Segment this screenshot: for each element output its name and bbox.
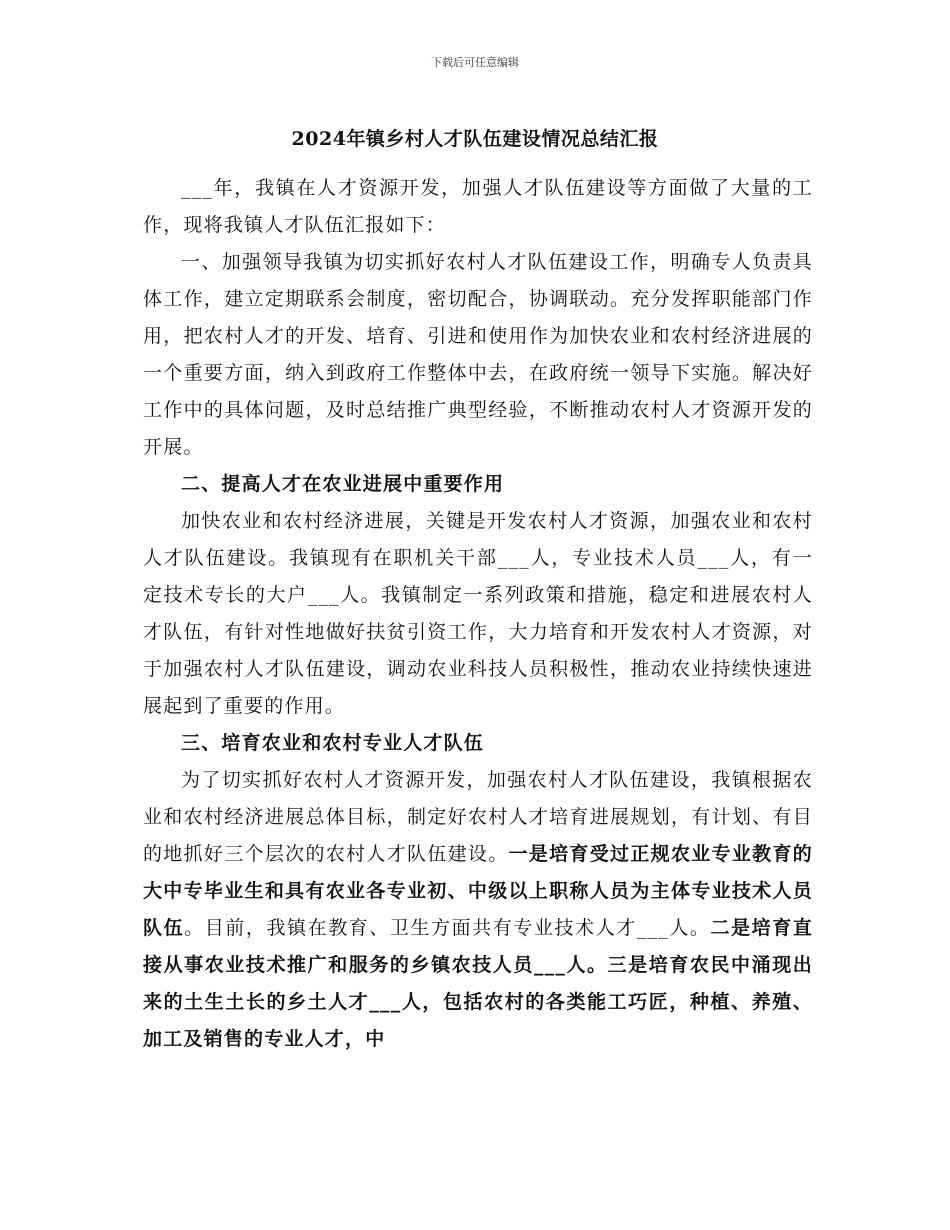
section-heading-3: 三、培育农业和农村专业人才队伍 (181, 732, 485, 754)
paragraph-section-1: 一、加强领导我镇为切实抓好农村人才队伍建设工作，明确专人负责具体工作，建立定期联系会制度，密切配合，协调联动。充分发挥职能部门作用，把农村人才的开发、培育、引进和使用作为加快农业和农村经济进展的一个重要方面，纳入到政府工作整体中去，在政府统一领导下实施。解决好工作中的具体问题，及时总结推广典型经验，不断推动农村人才资源开发的开展。 (143, 251, 813, 458)
document-title: 2024年镇乡村人才队伍建设情况总结汇报 (291, 128, 659, 150)
section-heading-2: 二、提高人才在农业进展中重要作用 (181, 473, 505, 495)
paragraph-section-3-part-b: 一是培育受过正规农业专业教育的大中专毕业生和具有农业各专业初、中级以上职称人员为主体专业技术人员队伍 (143, 843, 813, 939)
paragraph-section-2: 加快农业和农村经济进展，关键是开发农村人才资源，加强农业和农村人才队伍建设。我镇现有在职机关干部___人，专业技术人员___人，有一定技术专长的大户___人。我镇制定一系列政策和措施，稳定和进展农村人才队伍，有针对性地做好扶贫引资工作，大力培育和开发农村人才资源，对于加强农村人才队伍建设，调动农业科技人员积极性，推动农业持续快速进展起到了重要的作用。 (143, 510, 813, 717)
header-note: 下载后可任意编辑 (431, 56, 519, 69)
paragraph-section-3-part-d: 二是培育直接从事农业技术推广和服务的乡镇农技人员___人。三是培育农民中涌现出来的土生土长的乡土人才___人，包括农村的各类能工巧匠，种植、养殖、加工及销售的专业人才，中 (143, 917, 813, 1050)
paragraph-section-3-part-a: 为了切实抓好农村人才资源开发，加强农村人才队伍建设，我镇根据农业和农村经济进展总体目标，制定好农村人才培育进展规划，有计划、有目的地抓好三个层次的农村人才队伍建设。 (143, 769, 813, 865)
paragraph-intro: ___年，我镇在人才资源开发，加强人才队伍建设等方面做了大量的工作，现将我镇人才队伍汇报如下： (143, 177, 813, 236)
document-body (143, 170, 813, 1058)
paragraph-section-3 (143, 762, 813, 1058)
paragraph-section-3-part-c: 。目前，我镇在教育、卫生方面共有专业技术人才___人。 (184, 917, 711, 939)
